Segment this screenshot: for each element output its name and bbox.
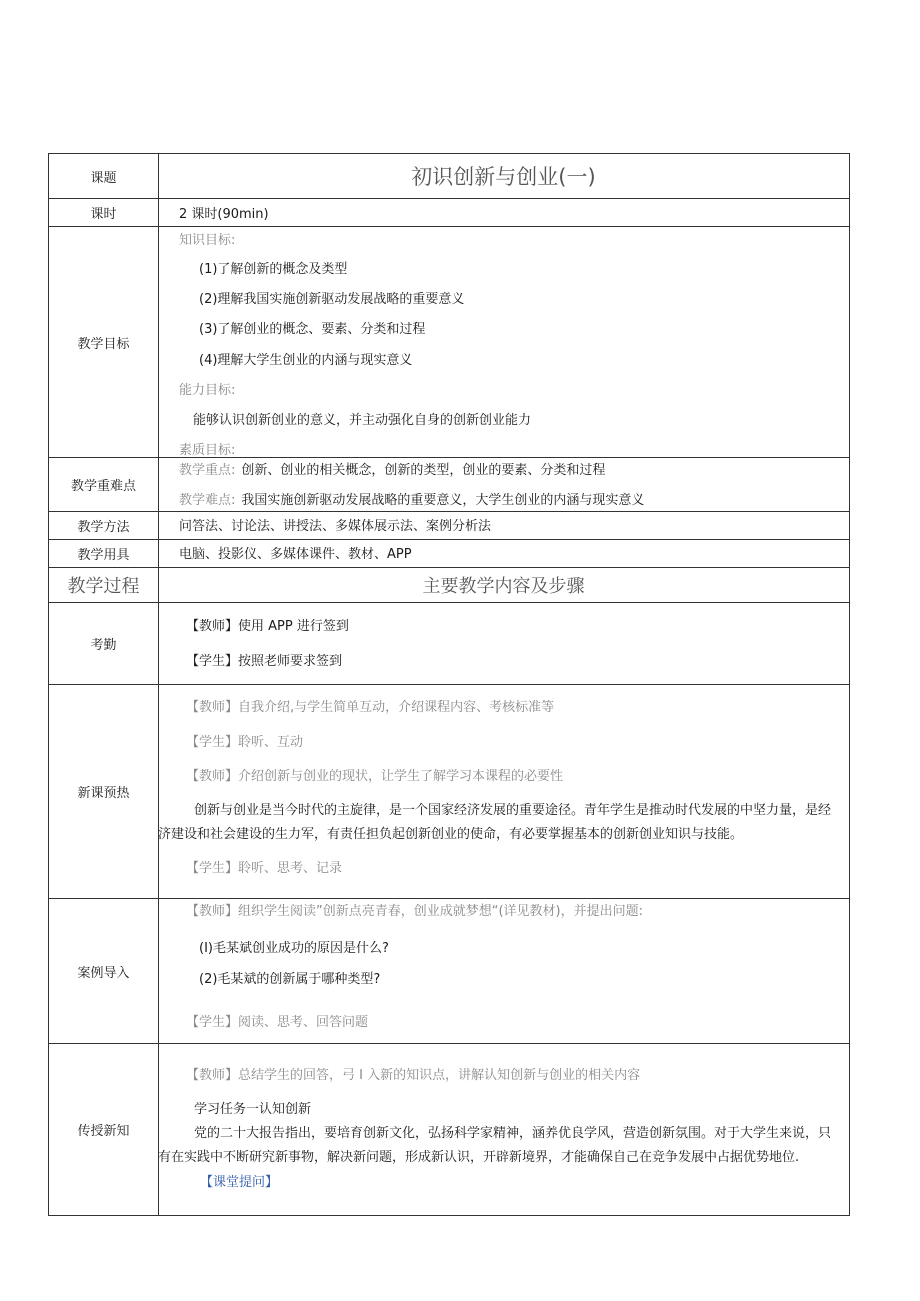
row-case	[48, 898, 850, 1044]
key-prefix: 教学重点:	[179, 463, 236, 478]
row-keypoints	[48, 457, 850, 512]
case-question: (I)毛某斌创业成功的原因是什么?	[199, 941, 389, 956]
row-process-header	[48, 567, 850, 603]
label-methods: 教学方法	[49, 512, 159, 539]
label-warmup: 新课预热	[49, 685, 159, 898]
row-tools	[48, 539, 850, 568]
attendance-teacher: 【教师】使用 APP 进行签到	[186, 619, 349, 634]
knowledge-item: (2)理解我国实施创新驱动发展战略的重要意义	[199, 292, 465, 307]
label-newknow: 传授新知	[49, 1044, 159, 1215]
attendance-student: 【学生】按照老师要求签到	[186, 654, 343, 669]
course-title: 初识创新与创业(一)	[411, 165, 596, 189]
process-header-left: 教学过程	[49, 568, 159, 602]
case-line: 【学生】阅读、思考、回答问题	[186, 1015, 369, 1030]
case-question: (2)毛某斌的创新属于哪种类型?	[199, 972, 381, 987]
diff-text: 我国实施创新驱动发展战略的重要意义，大学生创业的内涵与现实意义	[241, 493, 645, 508]
row-warmup	[48, 684, 850, 899]
warmup-line: 【教师】介绍创新与创业的现状，让学生了解学习本课程的必要性	[186, 769, 564, 784]
ability-title: 能力目标:	[179, 383, 236, 398]
hours-value: 2 课时(90min)	[179, 207, 269, 222]
task-title: 学习任务一认知创新	[194, 1102, 312, 1117]
label-topic: 课题	[49, 154, 159, 198]
key-point-line	[179, 463, 605, 479]
warmup-line: 【学生】聆听、思考、记录	[186, 861, 343, 876]
class-question-tag: 【课堂提问】	[200, 1175, 279, 1190]
warmup-line: 【教师】自我介绍,与学生简单互动，介绍课程内容、考核标准等	[186, 700, 555, 715]
row-hours	[48, 198, 850, 227]
row-goals	[48, 226, 850, 458]
knowledge-item: (4)理解大学生创业的内涵与现实意义	[199, 353, 413, 368]
knowledge-item: (3)了解创业的概念、要素、分类和过程	[199, 322, 426, 337]
newknow-paragraph: 党的二十大报告指出，要培育创新文化，弘扬科学家精神，涵养优良学风，营造创新氛围。对于大学生来说，只有在实践中不断研究新事物，解决新问题，形成新认识，开辟新境界，才能确保自己在竞争发展中占据优势地位.	[158, 1126, 832, 1165]
knowledge-item: (1)了解创新的概念及类型	[199, 262, 348, 277]
label-hours: 课时	[49, 199, 159, 226]
warmup-line: 【学生】聆听、互动	[186, 735, 304, 750]
knowledge-title: 知识目标:	[179, 233, 236, 248]
newknow-line: 【教师】总结学生的回答，弓 I 入新的知识点，讲解认知创新与创业的相关内容	[186, 1068, 641, 1083]
tools-value: 电脑、投影仪、多媒体课件、教材、APP	[179, 547, 412, 562]
difficulty-line	[179, 493, 644, 509]
quality-title: 素质目标:	[179, 443, 236, 458]
label-keypoints: 教学重难点	[49, 458, 159, 511]
label-tools: 教学用具	[49, 540, 159, 567]
case-line: 【教师】组织学生阅读”创新点亮青春，创业成就梦想“(详见教材)，并提出问题:	[186, 904, 643, 919]
ability-text: 能够认识创新创业的意义，并主动强化自身的创新创业能力	[193, 413, 532, 428]
row-methods	[48, 511, 850, 540]
warmup-paragraph: 创新与创业是当今时代的主旋律，是一个国家经济发展的重要途径。青年学生是推动时代发展的中坚力量，是经济建设和社会建设的生力军，有责任担负起创新创业的使命，有必要掌握基本的创新创业知识与技能。	[158, 803, 832, 842]
label-attendance: 考勤	[49, 603, 159, 684]
label-case: 案例导入	[49, 899, 159, 1043]
methods-value: 问答法、讨论法、讲授法、多媒体展示法、案例分析法	[179, 519, 492, 534]
row-attendance	[48, 602, 850, 685]
row-topic	[48, 153, 850, 199]
process-header-right: 主要教学内容及步骤	[422, 576, 585, 597]
row-newknow	[48, 1043, 850, 1216]
label-goals: 教学目标	[49, 227, 159, 457]
key-text: 创新、创业的相关概念，创新的类型，创业的要素、分类和过程	[241, 463, 606, 478]
diff-prefix: 教学难点:	[179, 493, 236, 508]
